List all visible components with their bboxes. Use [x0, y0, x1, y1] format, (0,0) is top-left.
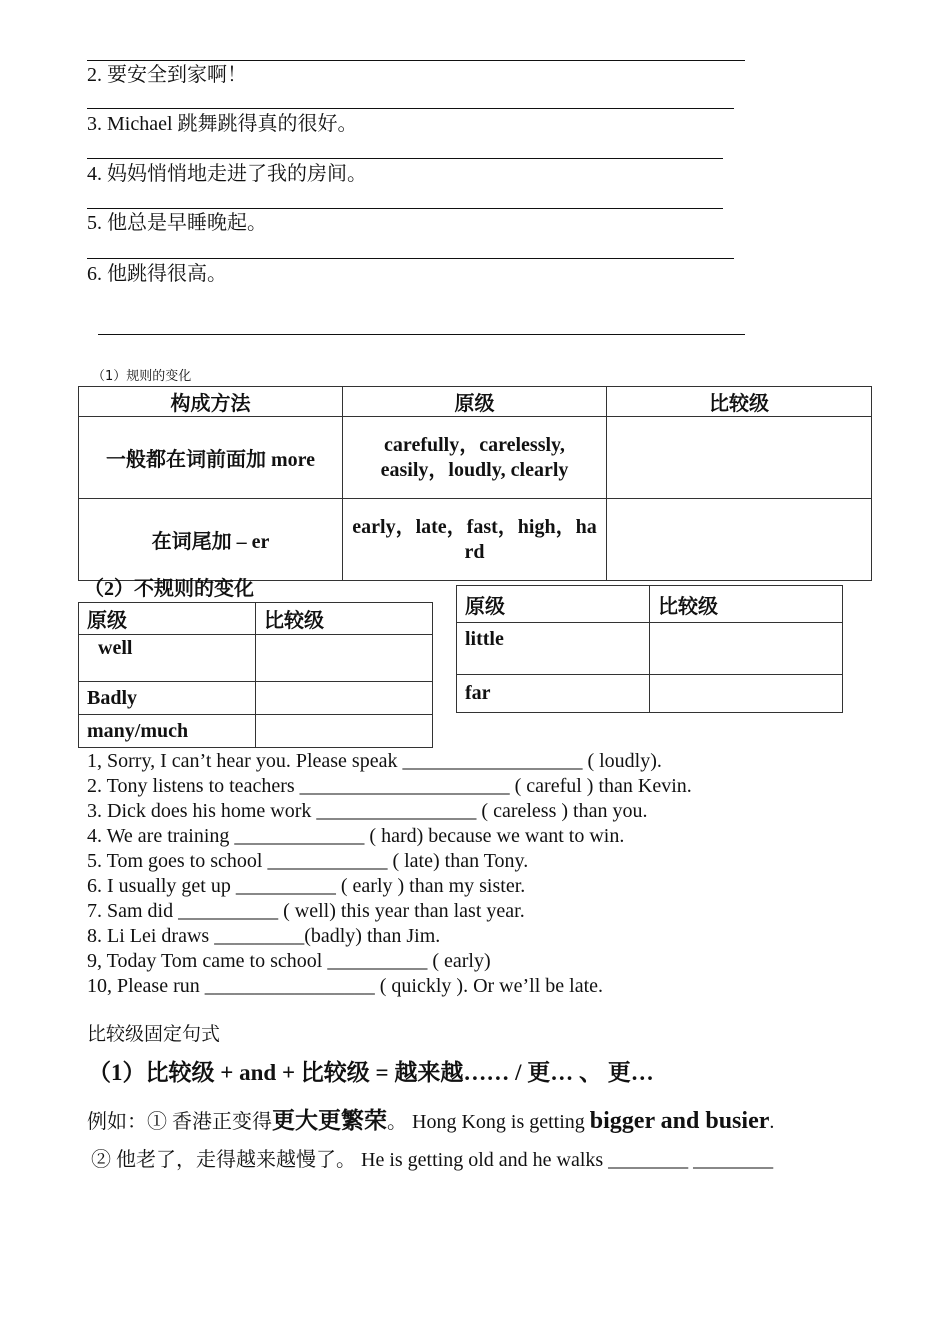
exercise-2: 2. Tony listens to teachers _____________________ ( careful ) than Kevin. — [87, 775, 692, 797]
irr-far: far — [457, 675, 650, 713]
irr-many-much: many/much — [79, 715, 256, 748]
method-more: 一般都在词前面加 more — [79, 417, 343, 499]
irregular-left-table — [78, 602, 433, 748]
exercise-6: 6. I usually get up __________ ( early ) than my sister. — [87, 875, 526, 897]
base-more: carefully，carelessly, easily，loudly, clearly — [343, 417, 607, 499]
answer-line-2[interactable] — [87, 108, 734, 109]
example1-prefix: 例如：① 香港正变得 — [87, 1111, 272, 1133]
irr-right-header-comp: 比较级 — [650, 586, 843, 623]
irr-little: little — [457, 623, 650, 675]
exercise-1: 1, Sorry, I can’t hear you. Please speak __________________ ( loudly). — [87, 750, 662, 772]
exercise-8: 8. Li Lei draws _________(badly) than Jim. — [87, 925, 441, 947]
exercise-7: 7. Sam did __________ ( well) this year than last year. — [87, 900, 525, 922]
irr-well: well — [79, 635, 256, 682]
irr-far-answer[interactable] — [650, 675, 843, 713]
irr-badly-answer[interactable] — [256, 682, 433, 715]
pattern-example-1 — [87, 1106, 774, 1137]
header-base: 原级 — [343, 387, 607, 417]
translation-item-4: 4. 妈妈悄悄地走进了我的房间。 — [87, 163, 367, 185]
exercise-4: 4. We are training _____________ ( hard) because we want to win. — [87, 825, 625, 847]
answer-cell-more[interactable] — [607, 417, 872, 499]
patterns-rule: （1）比较级 + and + 比较级 = 越来越…… / 更… 、 更… — [88, 1060, 654, 1085]
irr-right-header-base: 原级 — [457, 586, 650, 623]
answer-line-6[interactable] — [98, 334, 745, 335]
header-comparative: 比较级 — [607, 387, 872, 417]
irr-left-header-comp: 比较级 — [256, 603, 433, 635]
example1-cn-bold: 更大更繁荣 — [272, 1108, 387, 1133]
regular-caption: （1）规则的变化 — [92, 369, 192, 384]
exercise-9: 9, Today Tom came to school __________ ( early) — [87, 950, 491, 972]
pattern-example-2: ② 他老了，走得越来越慢了。 He is getting old and he walks ________ ________ — [91, 1149, 774, 1171]
answer-line-4[interactable] — [87, 208, 723, 209]
header-method: 构成方法 — [79, 387, 343, 417]
example1-end: . — [769, 1111, 775, 1133]
answer-line-1[interactable] — [87, 60, 745, 61]
regular-table — [78, 386, 872, 581]
irr-badly: Badly — [79, 682, 256, 715]
example1-mid: 。 Hong Kong is getting — [387, 1111, 590, 1133]
translation-item-5: 5. 他总是早睡晚起。 — [87, 212, 267, 234]
exercise-3: 3. Dick does his home work ________________ ( careless ) than you. — [87, 800, 648, 822]
exercise-5: 5. Tom goes to school ____________ ( late) than Tony. — [87, 850, 529, 872]
irr-well-answer[interactable] — [256, 635, 433, 682]
exercise-10: 10, Please run _________________ ( quickly ). Or we’ll be late. — [87, 975, 604, 997]
irr-little-answer[interactable] — [650, 623, 843, 675]
translation-item-3: 3. Michael 跳舞跳得真的很好。 — [87, 113, 358, 135]
answer-cell-er[interactable] — [607, 499, 872, 581]
method-er: 在词尾加 – er — [79, 499, 343, 581]
base-er: early，late，fast，high，hard — [343, 499, 607, 581]
translation-item-6: 6. 他跳得很高。 — [87, 263, 227, 285]
answer-line-5[interactable] — [87, 258, 734, 259]
patterns-heading: 比较级固定句式 — [87, 1023, 221, 1045]
answer-line-3[interactable] — [87, 158, 723, 159]
irregular-caption: （2）不规则的变化 — [84, 578, 254, 600]
irr-many-much-answer[interactable] — [256, 715, 433, 748]
irr-left-header-base: 原级 — [79, 603, 256, 635]
translation-item-2: 2. 要安全到家啊！ — [87, 64, 247, 86]
irregular-right-table — [456, 585, 843, 713]
example1-en-bold: bigger and busier — [589, 1108, 770, 1134]
